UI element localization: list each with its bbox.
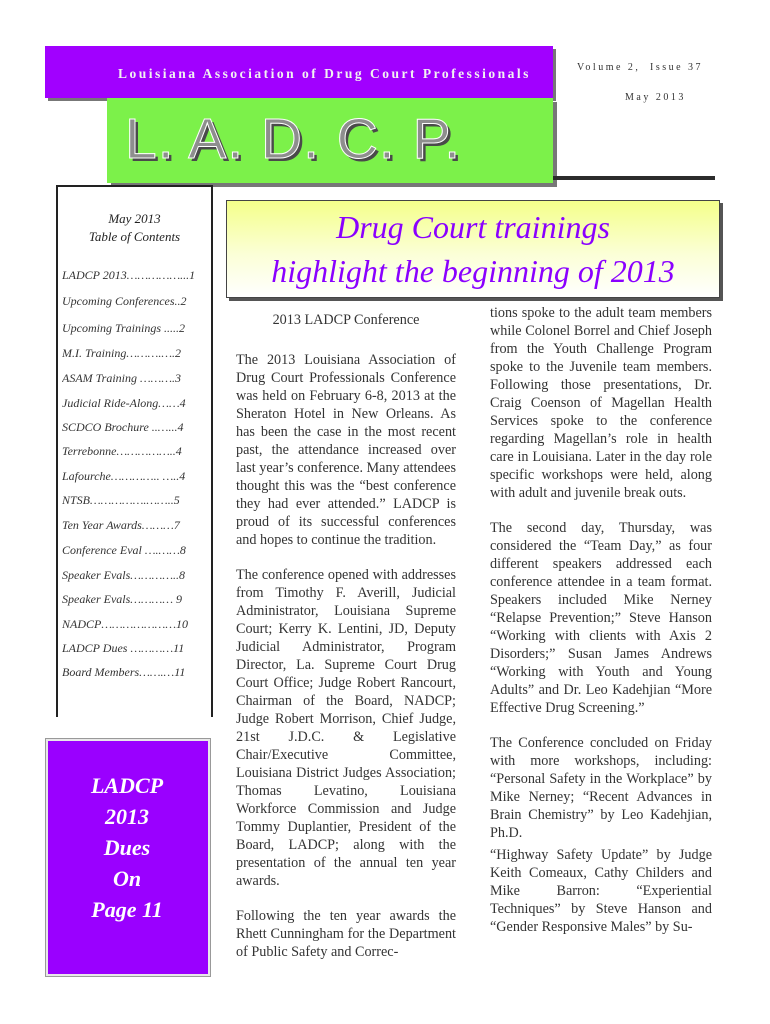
article-column-left [236, 311, 456, 978]
article-paragraph: tions spoke to the adult team members while Colonel Borrel and Chief Joseph from the Youth Challenge Program spoke to the Juvenile team members. Following those presentations, Dr. Craig Coenson of Magellan Health Services spoke to the conference regarding Magellan’s role in health care in Louisiana. Later in the day role specific workshops were held, along with adult and juvenile break outs. [490, 305, 712, 501]
article-paragraph: The Conference concluded on Friday with more workshops, including: “Personal Safety in the Workplace” by Mike Nerney; “Recent Advances in Brain Chemistry” by Leo Kadehjian, Ph.D. [490, 735, 712, 841]
headline [226, 205, 720, 293]
toc-item[interactable]: Board Members…….…11 [62, 665, 186, 679]
article-paragraph: Following the ten year awards the Rhett Cunningham for the Department of Public Safety and Correc- [236, 908, 456, 960]
toc-item[interactable]: NTSB…………….……..5 [62, 493, 180, 507]
issue-date: May 2013 [625, 92, 686, 103]
headline-line: Drug Court trainings [336, 209, 610, 245]
toc-item[interactable]: NADCP…………………10 [62, 617, 189, 631]
dues-line: LADCP [90, 773, 164, 798]
toc-item[interactable]: Upcoming Conferences..2 [62, 294, 187, 308]
toc-item[interactable]: Judicial Ride-Along……4 [62, 396, 186, 410]
article-paragraph: The 2013 Louisiana Association of Drug Court Professionals Conference was held on February 6-8, 2013 at the Sheraton Hotel in New Orleans. As has been the case in the most recent past, the attendance increased over last year’s conference. Many attendees thought this was the “best conference they had ever attended.” LADCP is proud of its successful conferences and hopes to continue the tradition. [236, 352, 456, 548]
toc-item[interactable]: Lafourche………….. …..4 [62, 469, 186, 483]
toc-item[interactable]: Speaker Evals………… 9 [62, 592, 182, 606]
toc-title-date: May 2013 [108, 211, 161, 226]
toc-item[interactable]: Conference Eval ….……8 [62, 543, 186, 557]
masthead-rule [553, 176, 715, 180]
toc-item[interactable]: Ten Year Awards………7 [62, 518, 180, 532]
dues-line: 2013 [105, 804, 149, 829]
toc-item[interactable]: Terrebonne……………..4 [62, 444, 182, 458]
article-column-right [490, 304, 712, 936]
toc-item[interactable]: ASAM Training ……….3 [62, 371, 182, 385]
article-heading: 2013 LADCP Conference [272, 312, 420, 328]
toc-item[interactable]: Speaker Evals…………..8 [62, 568, 185, 582]
issue-label: Issue 37 [650, 62, 704, 73]
dues-line: Page 11 [91, 897, 163, 922]
acronym-title: L. A. D. C. P. [125, 107, 462, 171]
article-paragraph: The second day, Thursday, was considered the “Team Day,” as four different speakers addressed each conference attendee in a team format. Speakers included Mike Nerney “Relapse Prevention;” Steve Hanson “Working with clients with Axis 2 Disorders;” Susan James Andrews “Working with Youth and Young Adults” and Dr. Leo Kadehjian “More Effective Drug Screening.” [490, 520, 712, 716]
toc-item[interactable]: Upcoming Trainings .....2 [62, 321, 186, 335]
toc-item[interactable]: M.I. Training……….….2 [62, 346, 182, 360]
dues-callout-text [48, 770, 206, 925]
dues-line: Dues [103, 835, 151, 860]
headline-line: highlight the beginning of 2013 [271, 253, 675, 289]
volume-label: Volume 2, [577, 62, 641, 73]
article-paragraph: The conference opened with addresses from Timothy F. Averill, Judicial Administrator, Louisiana Supreme Court; Kerry K. Lentini, JD, Deputy Judicial Administrator, Program Director, La. Supreme Court Drug Court Office; Judge Robert Rancourt, Chairman of the Board, NADCP; Judge Robert Morrison, Chief Judge, 21st J.D.C. & Legislative Chair/Executive Committee, Louisiana District Judges Association; Thomas Levatino, Louisiana Workforce Commission and Judge Tommy Duplantier, President of the Board, LADCP; along with the presentation of the annual ten year awards. [236, 567, 456, 889]
toc-item[interactable]: LADCP Dues …………11 [62, 641, 185, 655]
org-name: Louisiana Association of Drug Court Professionals [118, 66, 531, 81]
toc-item[interactable]: LADCP 2013……………...1 [62, 268, 196, 282]
dues-line: On [112, 866, 142, 891]
article-paragraph: “Highway Safety Update” by Judge Keith Comeaux, Cathy Childers and Mike Barron: “Experiential Techniques” by Steve Hanson and “Gender Responsive Males” by Su- [490, 847, 712, 935]
toc-title [56, 210, 213, 246]
toc-item[interactable]: SCDCO Brochure ..…...4 [62, 420, 184, 434]
toc-title-label: Table of Contents [88, 229, 181, 244]
